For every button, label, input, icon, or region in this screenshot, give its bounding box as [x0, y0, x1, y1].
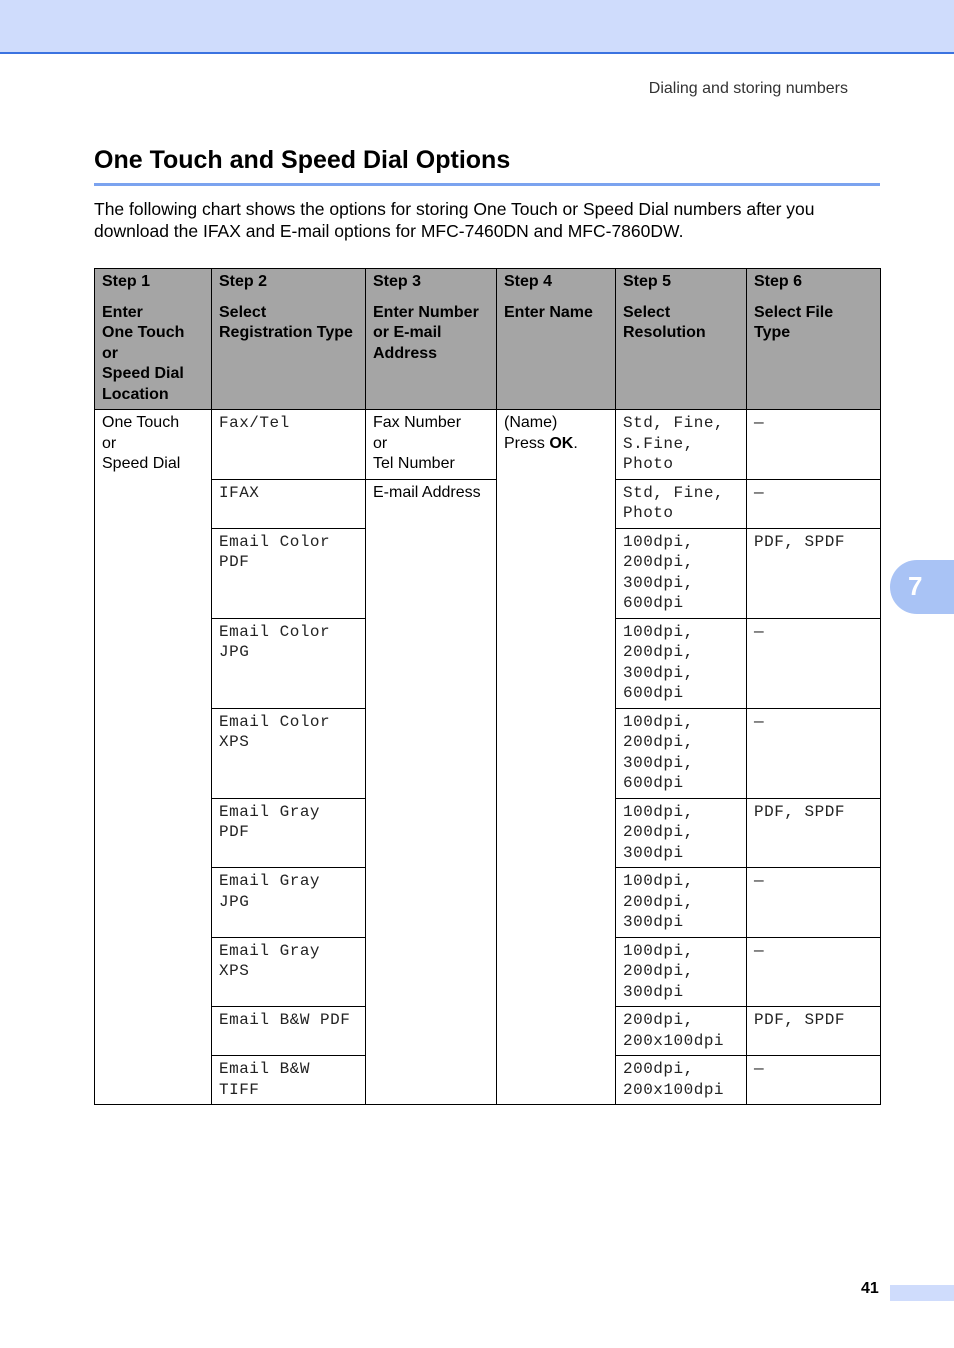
registration-type-cell: IFAX — [212, 479, 366, 528]
resolution-cell: 100dpi, 200dpi, 300dpi — [616, 798, 747, 868]
chapter-tab — [890, 560, 954, 614]
resolution-cell: 100dpi, 200dpi, 300dpi, 600dpi — [616, 708, 747, 798]
chapter-tab-label: 7 — [908, 571, 923, 601]
resolution-cell: 100dpi, 200dpi, 300dpi — [616, 868, 747, 938]
name-cell: (Name) Press OK. — [497, 410, 616, 1105]
fax-number-cell: Fax Number or Tel Number — [366, 410, 497, 480]
header-step-6: Step 6 Select File Type — [747, 269, 881, 410]
registration-type-cell: Email B&W PDF — [212, 1007, 366, 1056]
header-step-5: Step 5 Select Resolution — [616, 269, 747, 410]
header-step-4: Step 4 Enter Name — [497, 269, 616, 410]
resolution-cell: Std, Fine, Photo — [616, 479, 747, 528]
table-header-row — [95, 269, 881, 410]
top-band — [0, 0, 954, 54]
ok-key: OK — [549, 434, 574, 452]
file-type-cell: PDF, SPDF — [747, 798, 881, 868]
header-step-3: Step 3 Enter Number or E-mail Address — [366, 269, 497, 410]
running-head: Dialing and storing numbers — [648, 80, 848, 97]
table-row — [95, 479, 881, 528]
resolution-cell: 100dpi, 200dpi, 300dpi, 600dpi — [616, 618, 747, 708]
section-title: One Touch and Speed Dial Options — [94, 145, 880, 186]
options-table — [94, 268, 881, 1105]
file-type-cell: — — [747, 708, 881, 798]
registration-type-cell: Email Gray JPG — [212, 868, 366, 938]
header-step-1: Step 1 Enter One Touch or Speed Dial Location — [95, 269, 212, 410]
resolution-cell: Std, Fine, S.Fine, Photo — [616, 410, 747, 480]
file-type-cell: PDF, SPDF — [747, 1007, 881, 1056]
registration-type-cell: Email Color JPG — [212, 618, 366, 708]
page-number: 41 — [861, 1280, 879, 1297]
header-step-2: Step 2 Select Registration Type — [212, 269, 366, 410]
resolution-cell: 200dpi, 200x100dpi — [616, 1056, 747, 1105]
email-address-cell: E-mail Address — [366, 479, 497, 1105]
file-type-cell: — — [747, 410, 881, 480]
file-type-cell: — — [747, 937, 881, 1007]
registration-type-cell: Email B&W TIFF — [212, 1056, 366, 1105]
registration-type-cell: Email Color XPS — [212, 708, 366, 798]
file-type-cell: — — [747, 479, 881, 528]
registration-type-cell: Email Gray PDF — [212, 798, 366, 868]
resolution-cell: 100dpi, 200dpi, 300dpi — [616, 937, 747, 1007]
registration-type-cell: Email Color PDF — [212, 528, 366, 618]
file-type-cell: — — [747, 1056, 881, 1105]
file-type-cell: — — [747, 868, 881, 938]
file-type-cell: — — [747, 618, 881, 708]
page-number-band — [890, 1285, 954, 1301]
resolution-cell: 200dpi, 200x100dpi — [616, 1007, 747, 1056]
intro-paragraph: The following chart shows the options for storing One Touch or Speed Dial numbers after you download the IFAX and E-mail options for MFC-7460DN and MFC-7860DW. — [94, 199, 815, 241]
file-type-cell: PDF, SPDF — [747, 528, 881, 618]
table-row — [95, 410, 881, 480]
resolution-cell: 100dpi, 200dpi, 300dpi, 600dpi — [616, 528, 747, 618]
location-cell: One Touch or Speed Dial — [95, 410, 212, 1105]
registration-type-cell: Email Gray XPS — [212, 937, 366, 1007]
registration-type-cell: Fax/Tel — [212, 410, 366, 480]
